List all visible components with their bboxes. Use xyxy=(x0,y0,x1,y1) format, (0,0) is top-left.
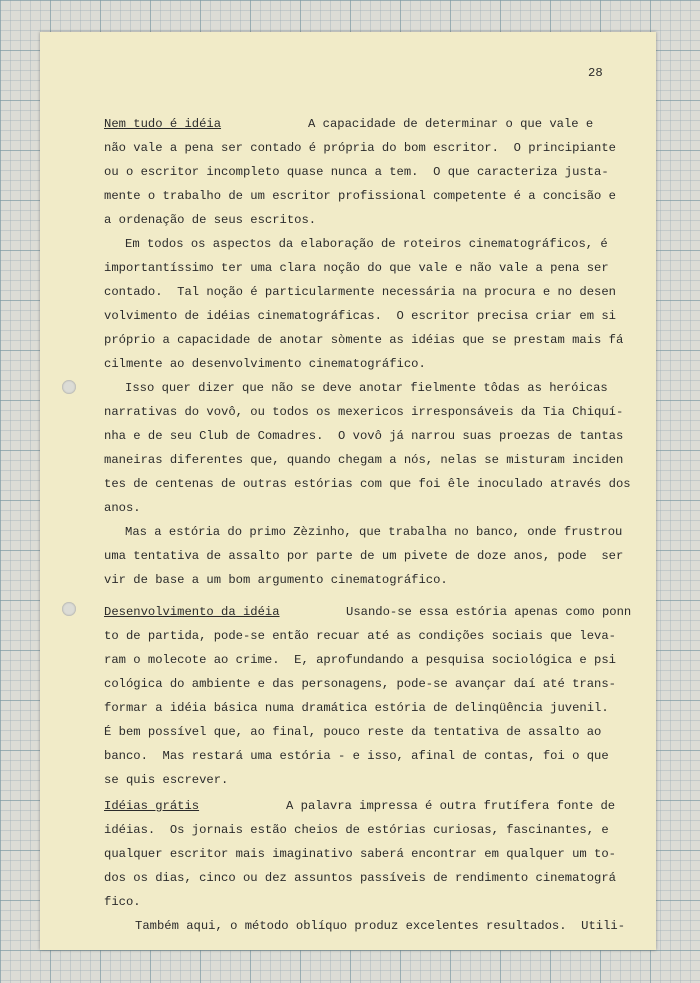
text-line: mente o trabalho de um escritor profissional competente é a concisão e xyxy=(104,189,616,203)
page-number: 28 xyxy=(588,66,603,80)
text-line: formar a idéia básica numa dramática estória de delinqüência juvenil. xyxy=(104,701,609,715)
text-line: Usando-se essa estória apenas como ponn xyxy=(346,605,632,619)
text-line: volvimento de idéias cinematográficas. O escritor precisa criar em si xyxy=(104,309,616,323)
section-heading: Nem tudo é idéia xyxy=(104,117,222,131)
text-line: ou o escritor incompleto quase nunca a tem. O que caracteriza justa- xyxy=(104,165,609,179)
text-line: maneiras diferentes que, quando chegam a nós, nelas se misturam inciden xyxy=(104,453,624,467)
section-heading: Desenvolvimento da idéia xyxy=(104,605,280,619)
text-line: Em todos os aspectos da elaboração de roteiros cinematográficos, é xyxy=(125,237,608,251)
text-line: idéias. Os jornais estão cheios de estórias curiosas, fascinantes, e xyxy=(104,823,609,837)
text-line: uma tentativa de assalto por parte de um pivete de doze anos, pode ser xyxy=(104,549,624,563)
text-line: narrativas do vovô, ou todos os mexericos irresponsáveis da Tia Chiquí- xyxy=(104,405,624,419)
text-line: contado. Tal noção é particularmente necessária na procura e no desen xyxy=(104,285,616,299)
text-line: Mas a estória do primo Zèzinho, que trabalha no banco, onde frustrou xyxy=(125,525,623,539)
text-line: qualquer escritor mais imaginativo saberá encontrar em qualquer um to- xyxy=(104,847,616,861)
text-line: to de partida, pode-se então recuar até as condições sociais que leva- xyxy=(104,629,616,643)
text-line: A capacidade de determinar o que vale e xyxy=(308,117,594,131)
text-line: cológica do ambiente e das personagens, pode-se avançar daí até trans- xyxy=(104,677,616,691)
text-line: fico. xyxy=(104,895,141,909)
text-line: É bem possível que, ao final, pouco reste da tentativa de assalto ao xyxy=(104,725,602,739)
text-line: importantíssimo ter uma clara noção do que vale e não vale a pena ser xyxy=(104,261,609,275)
text-line: a ordenação de seus escritos. xyxy=(104,213,317,227)
text-line: Também aqui, o método oblíquo produz excelentes resultados. Utili- xyxy=(135,919,626,933)
section-heading: Idéias grátis xyxy=(104,799,200,813)
text-line: ram o molecote ao crime. E, aprofundando a pesquisa sociológica e psi xyxy=(104,653,616,667)
punch-hole xyxy=(62,380,76,394)
typewritten-page xyxy=(40,32,656,950)
text-line: próprio a capacidade de anotar sòmente as idéias que se prestam mais fá xyxy=(104,333,624,347)
text-line: Isso quer dizer que não se deve anotar fielmente tôdas as heróicas xyxy=(125,381,608,395)
text-line: não vale a pena ser contado é própria do bom escritor. O principiante xyxy=(104,141,616,155)
text-line: tes de centenas de outras estórias com que foi êle inoculado através dos xyxy=(104,477,631,491)
text-line: dos os dias, cinco ou dez assuntos passíveis de rendimento cinematográ xyxy=(104,871,616,885)
text-line: se quis escrever. xyxy=(104,773,229,787)
text-line: vir de base a um bom argumento cinematográfico. xyxy=(104,573,448,587)
text-line: cilmente ao desenvolvimento cinematográfico. xyxy=(104,357,426,371)
text-line: anos. xyxy=(104,501,141,515)
text-line: banco. Mas restará uma estória - e isso, afinal de contas, foi o que xyxy=(104,749,609,763)
text-line: A palavra impressa é outra frutífera fonte de xyxy=(286,799,616,813)
punch-hole xyxy=(62,602,76,616)
text-line: nha e de seu Club de Comadres. O vovô já narrou suas proezas de tantas xyxy=(104,429,624,443)
